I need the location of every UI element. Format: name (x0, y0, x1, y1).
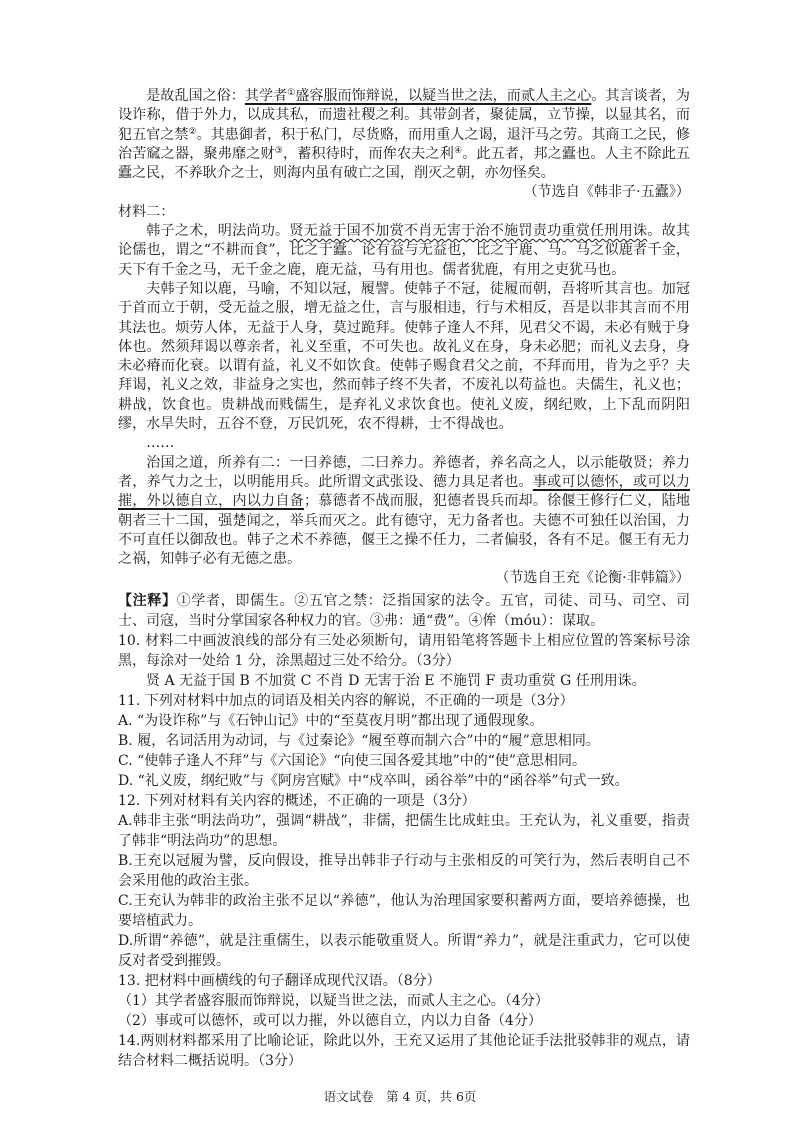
underlined-sentence-2: 事或可以德怀，或可以力摧，外以德自立，内以力自备 (118, 473, 691, 510)
text-segment: 。故其论儒也，谓之“不耕而食”，比之于蠹。论有益与无益也，比之于鹿、马。马之似鹿者千金，天下有千金之马，无千金之鹿，鹿无益，马有用也。儒者犹鹿，有用之吏犹马也。 (118, 223, 691, 278)
material2-label: 材料二： (118, 203, 175, 220)
question-12-option-b: B.王充以冠履为譬，反向假设，推导出韩非子行动与主张相反的可笑行为，然后表明自己不会采用他的政治主张。 (118, 852, 690, 889)
question-11-option-d: D. “礼义废，纲纪败”与《阿房宫赋》中“戍卒叫，函谷举”中的“函谷举”句式一致。 (118, 772, 629, 789)
page-footer: 语文试卷 第 4 页，共 6页 (323, 1089, 477, 1104)
question-11-stem: 11. 下列对材料中加点的词语及相关内容的解说，不正确的一项是（3分） (118, 692, 574, 709)
question-12-option-c: C.王充认为韩非的政治主张不足以“养德”，他认为治理国家要积蓄两方面，要培养德操，也要培植武力。 (118, 892, 690, 929)
text-segment: 。此五者，邦之蠹也。人主不除此五蠹之民，不养耿介之士，则海内虽有破亡之国，削灭之朝，亦勿怪矣。 (118, 145, 691, 182)
material1-source: （节选自《韩非子·五蠹》） (523, 184, 690, 201)
text-segment: 其学者 (244, 88, 288, 104)
notes (118, 591, 690, 631)
footnote-marker-3: ③ (274, 145, 283, 156)
page-content (118, 87, 690, 1071)
question-12-stem: 12. 下列对材料有关内容的概述，不正确的一项是（3分） (118, 792, 476, 809)
text-segment: 盛容服而饰辩说，以疑当世之法，而贰人主之心 (295, 88, 592, 104)
question-11-option-a: A. “为设诈称”与《石钟山记》中的“至莫夜月明”都出现了通假现象。 (118, 712, 544, 729)
material2-paragraph-1 (118, 222, 690, 280)
wavy-underlined-text: 贤无益于国不加赏不肖无害于治不施罚责功重赏任刑用诛 (289, 223, 648, 240)
question-11-option-c: C. “使韩子逢人不拜”与《六国论》“向使三国各爱其地”中的“使”意思相同。 (118, 752, 587, 769)
text-segment: 韩子之术，明法尚功。 (146, 223, 290, 240)
footnote-marker-4: ④ (453, 145, 463, 156)
question-13-sentence-2: （2）事或可以德怀，或可以力摧，外以德自立，内以力自备（4分） (118, 1012, 542, 1029)
text-segment: 。其患御者，积于私门，尽货赂，而用重人之谒，退汗马之劳。其商工之民，修治苦窳之器，聚弗靡之财 (118, 126, 691, 162)
material2-paragraph-2: 夫韩子知以鹿，马喻，不知以冠，履譬。使韩子不冠，徒履而朝，吾将听其言也。加冠于首而立于朝，受无益之服，增无益之仕，言与服相违，行与术相反，吾是以非其言而不用其法也。烦劳人体，无益于人身，莫过跪拜。使韩子逢人不拜，见君父不谒，未必有贼于身体也。然须拜谒以尊亲者，礼义至重，不可失也。故礼义在身，身未必肥；而礼义去身，身未必瘠而化衰。以谓有益，礼义不如饮食。使韩子赐食君父之前，不拜而用，肯为之乎？夫拜谒，礼义之效，非益身之实也，然而韩子终不失者，不废礼以苟益也。夫儒生，礼义也；耕战，饮食也。贵耕战而贱儒生，是弃礼义求饮食也。使礼义废，纲纪败，上下乱而阴阳缪，水旱失时，五谷不登，万民饥死，农不得耕，士不得战也。 (118, 280, 690, 433)
material1-paragraph (118, 87, 690, 183)
material2-paragraph-3 (118, 454, 690, 570)
material2-source: （节选自王充《论衡·非韩篇》） (495, 570, 690, 587)
text-segment: 治国之道，所养有二：一曰养德，二曰养力。养德者，养名高之人，以示能敬贤；养力者，养气力之士，以明能用兵。此所谓文武张设、德力具足者也。 (118, 454, 690, 490)
question-10-stem: 10. 材料二中画波浪线的部分有三处必须断句，请用铅笔将答题卡上相应位置的答案标号涂黑，每涂对一处给 1 分，涂黑超过三处不给分。（3分） (118, 632, 690, 669)
ellipsis: …… (146, 435, 175, 452)
footnote-marker-2: ② (188, 126, 197, 137)
question-12-option-a: A.韩非主张“明法尚功”，强调“耕战”，非儒，把儒生比成蛀虫。王充认为，礼义重要，指责了韩非“明法尚功”的思想。 (118, 812, 690, 849)
question-10-options: 贤 A 无益于国 B 不加赏 C 不肖 D 无害于治 E 不施罚 F 责功重赏 G 任刑用诛。 (146, 672, 646, 689)
text-segment: 。其言谈者，为设诈称，借于外力，以成其私，而遗社稷之利。其带剑者，聚徒属，立节操，以显其名，而犯五官之禁 (118, 88, 690, 143)
question-11-option-b: B. 履，名词活用为动词，与《过秦论》“履至尊而制六合”中的“履”意思相同。 (118, 732, 600, 749)
notes-text: ①学者，即儒生。②五官之禁：泛指国家的法令。五官，司徒、司马、司空、司士、司寇，当时分掌国家各种权力的官。③弗：通“费”。④侔（móu）：谋取。 (118, 592, 691, 629)
question-13-stem: 13. 把材料中画横线的句子翻译成现代汉语。（8分） (118, 972, 441, 989)
text-segment: ，蓄积待时，而侔农夫之利 (282, 145, 454, 162)
underlined-sentence-1 (245, 88, 591, 104)
question-13-sentence-1: （1）其学者盛容服而饰辩说，以疑当世之法，而贰人主之心。（4分） (118, 992, 549, 1009)
question-12-option-d: D.所谓“养德”，就是注重儒生，以表示能敬重贤人。所谓“养力”，就是注重武力，它可以使反对者受到摧毁。 (118, 932, 690, 969)
text-segment: ；慕德者不战而服，犯德者畏兵而却。徐偃王修行仁义，陆地朝者三十二国，强楚闻之，举兵而灭之。此有德守，无力备者也。夫德不可独任以治国，力不可直任以御敌也。韩子之术不养德，偃王之操不任力，二者偏驳，各有不足。偃王有无力之祸，知韩子必有无德之患。 (118, 493, 690, 568)
question-14-stem: 14.两则材料都采用了比喻论证，除此以外，王充又运用了其他论证手法批驳韩非的观点，请结合材料二概括说明。（3分） (118, 1032, 690, 1069)
footnote-marker-1: ① (287, 88, 296, 98)
questions-section (118, 591, 690, 1071)
reading-materials (118, 87, 690, 589)
notes-label: 【注释】 (118, 592, 177, 609)
text-segment: 是故乱国之俗： (146, 88, 245, 104)
